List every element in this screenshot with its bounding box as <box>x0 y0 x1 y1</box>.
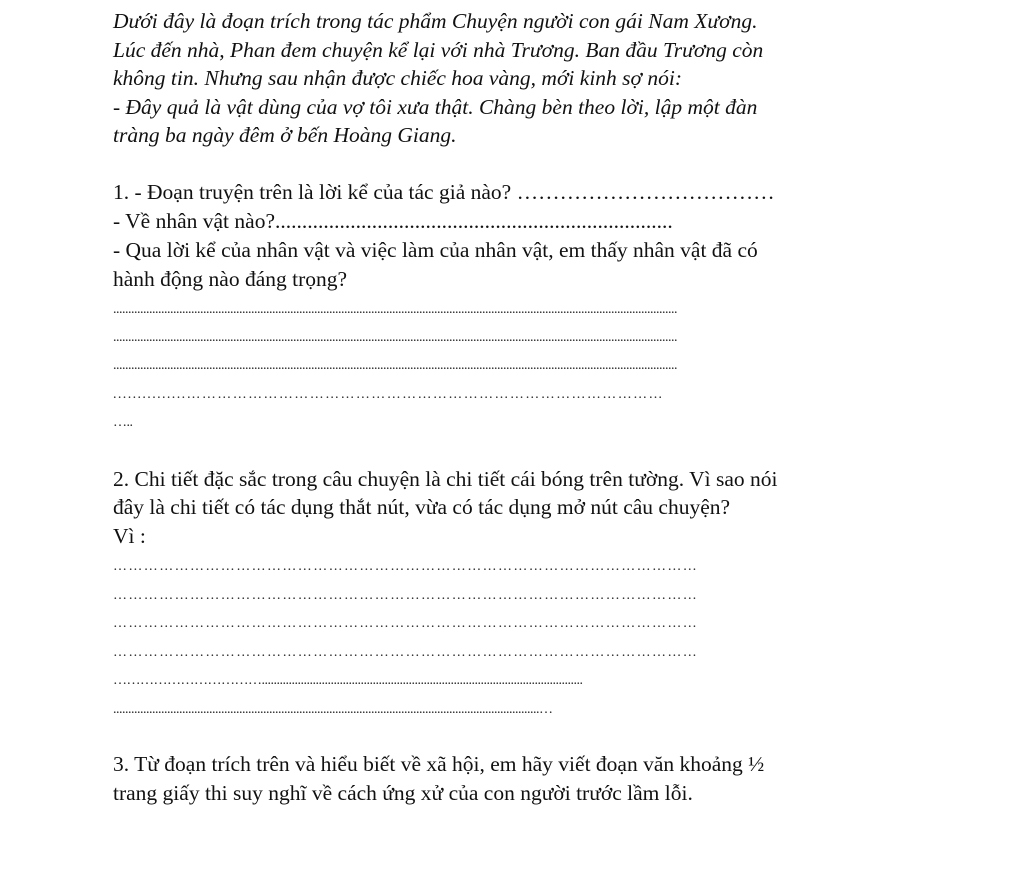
intro-line: tràng ba ngày đêm ở bến Hoàng Giang. <box>113 123 457 148</box>
intro-line: Dưới đây là đoạn trích trong tác phẩm Chuyện người con gái Nam Xương. <box>113 9 758 33</box>
answer-line[interactable]: …………………………………………………………………………………………………… <box>113 616 699 631</box>
intro-line: - Đây quả là vật dùng của vợ tôi xưa thật. Chàng bèn theo lời, lập một đàn <box>113 94 758 119</box>
question-2-text-cont: đây là chi tiết có tác dụng thắt nút, vừa có tác dụng mở nút câu chuyện? <box>113 495 731 519</box>
question-3-text: 3. Từ đoạn trích trên và hiểu biết về xã hội, em hãy viết đoạn văn khoảng ½ <box>113 752 765 776</box>
answer-line[interactable]: ..............................................................................................................................................… <box>113 702 553 717</box>
question-2-because: Vì : <box>113 524 146 548</box>
question-1-text: 1. - Đoạn truyện trên là lời kể của tác giả nào? ……………………………… <box>113 180 775 204</box>
question-1-sub-a: - Về nhân vật nào?.......................................................................... <box>113 209 673 233</box>
intro-line: Lúc đến nhà, Phan đem chuyện kể lại với nhà Trương. Ban đầu Trương còn <box>113 37 764 62</box>
question-1-sub-b: - Qua lời kể của nhân vật và việc làm của nhân vật, em thấy nhân vật đã có <box>113 238 758 262</box>
answer-line[interactable]: …………………………………………………………………………………………………… <box>113 588 699 603</box>
answer-line[interactable]: ……………………………........................................................................................................... <box>113 673 583 688</box>
question-3-text-cont: trang giấy thi suy nghĩ về cách ứng xử của con người trước lầm lỗi. <box>113 781 693 805</box>
answer-line[interactable]: ….. <box>113 415 133 430</box>
answer-line[interactable]: ............................................................................................................................................................................................ <box>113 302 677 317</box>
question-2-text: 2. Chi tiết đặc sắc trong câu chuyện là chi tiết cái bóng trên tường. Vì sao nói <box>113 467 778 491</box>
answer-line[interactable]: ............................................................................................................................................................................................ <box>113 358 677 373</box>
intro-passage <box>113 7 913 150</box>
answer-line[interactable]: …………………………………………………………………………………………………… <box>113 645 699 660</box>
question-1-sub-b-cont: hành động nào đáng trọng? <box>113 267 348 291</box>
answer-line[interactable]: …………………………………………………………………………………………………… <box>113 559 699 574</box>
answer-line[interactable]: ............................................................................................................................................................................................ <box>113 330 677 345</box>
intro-line: không tin. Nhưng sau nhận được chiếc hoa vàng, mới kinh sợ nói: <box>113 66 683 91</box>
answer-line[interactable]: ...............………………………………………………………………………………… <box>113 387 664 402</box>
